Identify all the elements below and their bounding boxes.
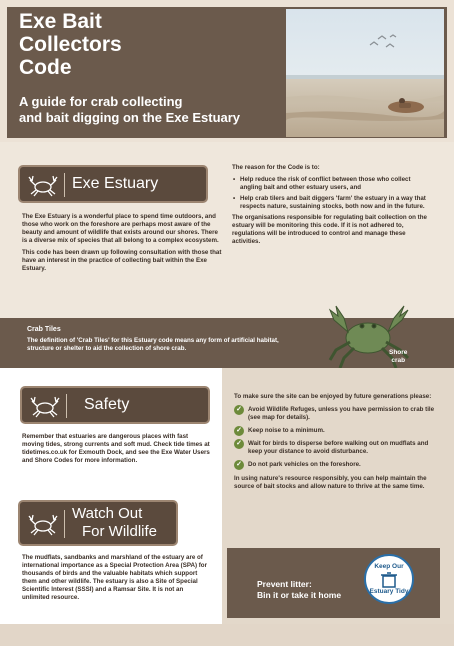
enjoy-intro: To make sure the site can be enjoyed by future generations please: xyxy=(234,393,432,400)
heading-separator xyxy=(64,173,65,197)
logo-top-text: Keep Our xyxy=(374,563,404,570)
estuary-heading-text: Exe Estuary xyxy=(72,175,159,192)
safety-heading xyxy=(20,386,210,424)
code-reasons xyxy=(232,164,432,250)
guidance-item xyxy=(234,427,440,435)
subtitle-line-1: A guide for crab collecting xyxy=(19,94,183,109)
page-subtitle xyxy=(19,94,289,126)
prevent-litter-text xyxy=(257,579,341,601)
reason-item: • Help reduce the risk of conflict between those who collect angling bait and other estuary users, and xyxy=(232,176,432,192)
guidance-item-text: Do not park vehicles on the foreshore. xyxy=(248,461,361,468)
crab-icon xyxy=(26,511,60,537)
wildlife-heading-line-2: For Wildlife xyxy=(82,523,158,540)
guidance-item xyxy=(234,406,440,422)
prevent-litter-line-1: Prevent litter: xyxy=(257,579,312,589)
wildlife-heading-text xyxy=(72,505,157,541)
wildlife-text: The mudflats, sandbanks and marshland of the estuary are of international importance as a Special Protection Area (SPA) for thousands of birds and the valuable habitats which support them and other wildlife. The estuary is also a Site of Special Scientific Interest (SSSI) and a Ramsar Site. It is not an unlimited resource. xyxy=(22,554,207,601)
wildlife-heading xyxy=(18,500,178,546)
check-icon: ✓ xyxy=(234,405,244,415)
guidance-item-text: Keep noise to a minimum. xyxy=(248,427,325,434)
title-line-2: Collectors xyxy=(19,33,122,56)
shore-crab-label xyxy=(389,349,407,365)
check-icon: ✓ xyxy=(234,439,244,449)
check-icon: ✓ xyxy=(234,460,244,470)
heading-separator xyxy=(66,394,67,418)
prevent-litter-line-2: Bin it or take it home xyxy=(257,590,342,600)
estuary-paragraph-1: The Exe Estuary is a wonderful place to spend time outdoors, and those who work on the foreshore are perhaps most aware of the beauty and amount of wildlife that exists around our shores. There is a diverse mix of species that all belong to a complex ecosystem. xyxy=(22,213,219,244)
safety-text: Remember that estuaries are dangerous places with fast moving tides, strong currents and soft mud. Check tide times at tidetimes.co.uk for Exmouth Dock, and see the Exe Water Users and Shore Codes for more information. xyxy=(22,433,210,464)
title-line-3: Code xyxy=(19,56,72,79)
reason-item: • Help crab tilers and bait diggers 'farm' the estuary in a way that respects nature, sustaining stocks, both now and in the future. xyxy=(232,195,432,211)
crab-icon xyxy=(26,172,60,198)
shore-crab-label-line-2: crab xyxy=(391,357,406,364)
prevent-litter-box xyxy=(227,548,440,618)
estuary-heading xyxy=(18,165,208,203)
safety-heading-text: Safety xyxy=(84,396,130,413)
guidance-item xyxy=(234,440,440,456)
guidance-item-text: Avoid Wildlife Refuges, unless you have permission to crab tile (see map for details). xyxy=(248,406,435,421)
estuary-paragraph-3: The organisations responsible for regulating bait collection on the estuary will be monitoring this code. If it is not adhered to, regulations will be introduced to control and manage these activities. xyxy=(232,214,427,245)
crab-icon xyxy=(28,393,62,419)
footer-band xyxy=(0,624,454,646)
reason-list xyxy=(232,176,432,211)
enjoy-guidance xyxy=(234,393,440,495)
title-line-1: Exe Bait xyxy=(19,10,102,33)
subtitle-line-2: and bait digging on the Exe Estuary xyxy=(19,110,241,125)
heading-separator xyxy=(64,510,65,538)
guidance-item-text: Wait for birds to disperse before walking out on mudflats and keep your distance to avoid disturbance. xyxy=(248,440,429,455)
wildlife-heading-line-1: Watch Out xyxy=(72,505,143,522)
bin-icon xyxy=(379,572,399,588)
estuary-paragraph-2: This code has been drawn up following consultation with those that have an interest in the practice of collecting bait within the Exe Estuary. xyxy=(22,249,222,272)
logo-bottom-text: Estuary Tidy xyxy=(369,588,409,595)
crab-tiles-title: Crab Tiles xyxy=(27,326,61,333)
keep-estuary-tidy-logo xyxy=(364,554,414,604)
crab-tiles-definition: The definition of 'Crab Tiles' for this Estuary code means any form of artificial habitat, structure or shelter to aid the collection of shore crab. xyxy=(27,337,279,352)
shore-crab-label-line-1: Shore xyxy=(389,349,408,356)
enjoy-outro: In using nature's resource responsibly, you can help maintain the source of bait stocks and allow nature to thrive at the same time. xyxy=(234,475,427,490)
beach-illustration xyxy=(286,9,444,137)
check-icon: ✓ xyxy=(234,426,244,436)
header xyxy=(0,0,454,142)
guidance-item xyxy=(234,461,440,469)
page-title xyxy=(19,10,259,79)
reason-intro: The reason for the Code is to: xyxy=(232,164,320,171)
estuary-intro-text xyxy=(22,213,222,277)
